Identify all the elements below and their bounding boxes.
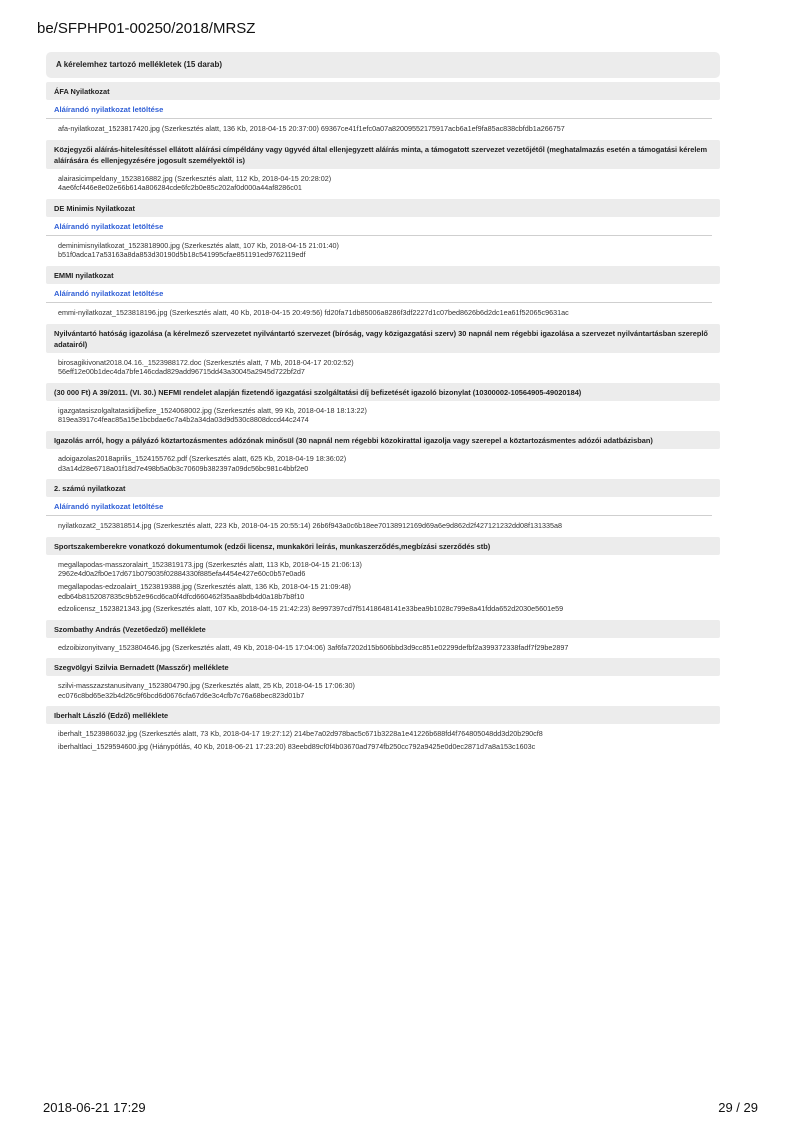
file-entry: megallapodas-edzoalairt_1523819388.jpg (Szerkesztés alatt, 136 Kb, 2018-04-15 21:09:48) edb64b8152087835c9b52e96cd6ca0f4dfcd660462f35aa8bdb4d0a18b7b8f10: [58, 581, 351, 601]
section-title: Közjegyzői aláírás-hitelesítéssel ellátott aláírási címpéldány vagy ügyvéd által ellenjegyzett aláírás minta, a támogatott szervezet vezetőjétől (meghatalmazás esetén a támogatási kérelem aláírására és ellenjegyzésére jogosult személyektől is): [46, 140, 720, 169]
file-list: [46, 676, 720, 704]
file-list: [46, 303, 720, 322]
attachment-section: [46, 658, 720, 704]
section-title: Iberhalt László (Edző) melléklete: [46, 706, 720, 724]
file-entry: igazgatasiszolgaltatasidijbefize_1524068002.jpg (Szerkesztés alatt, 99 Kb, 2018-04-18 18:13:22) 819ea3917c4feac85a15e1bcbdae6c7a4b2a34da03d9d530c8808dccd44c2474: [58, 405, 367, 425]
attachment-section: [46, 620, 720, 657]
attachment-section: [46, 266, 720, 322]
file-list: [46, 236, 720, 264]
file-entry: szilvi-masszazstanusitvany_1523804790.jpg (Szerkesztés alatt, 25 Kb, 2018-04-15 17:06:30) ec076c8bd65e32b4d26c9f6bcd6d0676cfa67d6e3c4cfb7c76a68bec823d01b7: [58, 681, 355, 700]
section-title: Szombathy András (Vezetőedző) melléklete: [46, 620, 720, 638]
file-entry: adoigazolas2018aprilis_1524155762.pdf (Szerkesztés alatt, 625 Kb, 2018-04-19 18:36:02) d3a14d28e6718a01f18d7e498b5a0b3c70609b382397a09dc56bc981c4bbf2e0: [58, 453, 347, 473]
file-entry: iberhaltlaci_1529594600.jpg (Hiánypótlás, 40 Kb, 2018-06-21 17:23:20) 83eebd89cf0f4b03670ad7974fb250cc792a9425e0d0ec2871d7a8a153c1603c: [58, 742, 536, 752]
attachment-section: [46, 324, 720, 381]
attachment-section: [46, 537, 720, 618]
attachment-section: [46, 479, 720, 535]
file-list: [46, 353, 720, 381]
file-list: [46, 555, 720, 618]
download-declaration-link[interactable]: Aláírandó nyilatkozat letöltése: [46, 284, 712, 303]
download-declaration-link[interactable]: Aláírandó nyilatkozat letöltése: [46, 100, 712, 119]
file-entry: iberhalt_1523986032.jpg (Szerkesztés alatt, 73 Kb, 2018-04-17 19:27:12) 214be7a02d978bac5c671b3228a1e41226b688fd4f764805048dd3d20b290cf8: [58, 729, 543, 739]
file-list: [46, 119, 720, 138]
file-entry: megallapodas-masszoralairt_1523819173.jpg (Szerkesztés alatt, 113 Kb, 2018-04-15 21:06:13) 2962e4d0a2fb0e17d671b079035f02884330f885efa4454e427e60c0b57e0ad6: [58, 559, 362, 579]
section-title: DE Minimis Nyilatkozat: [46, 199, 720, 217]
file-list: [46, 638, 720, 657]
section-title: (30 000 Ft) A 39/2011. (VI. 30.) NEFMI rendelet alapján fizetendő igazgatási szolgáltatási díj befizetését igazoló bizonylat (10300002-10564905-49020184): [46, 383, 720, 401]
file-entry: birosagikivonat2018.04.16._1523988172.doc (Szerkesztés alatt, 7 Mb, 2018-04-17 20:02:52) 56eff12e00b1dec4da7bfe146cdad829add96715dd43a30045a2945d722bf2d7: [58, 357, 354, 377]
file-entry: emmi-nyilatkozat_1523818196.jpg (Szerkesztés alatt, 40 Kb, 2018-04-15 20:49:56) fd20fa71db85006a8286f3df2227d1c07bed8626b6d2dc1ea61f52065c9631ac: [58, 307, 569, 317]
footer-date: 2018-06-21 17:29: [43, 1100, 146, 1115]
section-title: 2. számú nyilatkozat: [46, 479, 720, 497]
section-title: Nyilvántartó hatóság igazolása (a kérelmező szervezetet nyilvántartó szervezet (bíróság, vagy közigazgatási szerv) 30 napnál nem régebbi igazolása a szervezet nyilvántartásban szereplő adatairól): [46, 324, 720, 353]
attachment-section: [46, 82, 720, 138]
file-entry: edzoibizonyitvany_1523804646.jpg (Szerkesztés alatt, 49 Kb, 2018-04-15 17:04:06) 3af6fa7202d15b606bbd3d9cc851e02299defbf2a399372338fadf7f29be2897: [58, 642, 569, 652]
attachment-section: [46, 706, 720, 755]
file-entry: afa-nyilatkozat_1523817420.jpg (Szerkesztés alatt, 136 Kb, 2018-04-15 20:37:00) 69367ce41f1efc0a07a82009552175917acb6a1ef9fa85ac838cbfdb1a266757: [58, 124, 565, 133]
download-declaration-link[interactable]: Aláírandó nyilatkozat letöltése: [46, 497, 712, 516]
page-number: 29 / 29: [718, 1100, 758, 1115]
file-entry: nyilatkozat2_1523818514.jpg (Szerkesztés alatt, 223 Kb, 2018-04-15 20:55:14) 26b6f943a0c6b18ee70138912169d69a6e9d862d2f427121232dd08f131335a8: [58, 521, 562, 531]
attachment-section: [46, 199, 720, 264]
file-list: [46, 516, 720, 535]
document-id: be/SFPHP01-00250/2018/MRSZ: [37, 20, 256, 37]
attachment-section: [46, 383, 720, 429]
file-list: [46, 449, 720, 477]
file-entry: edzolicensz_1523821343.jpg (Szerkesztés alatt, 107 Kb, 2018-04-15 21:42:23) 8e997397cd7f51418648141e33bea9b1028c799e8a41fdda652d2030e5601e59: [58, 604, 564, 614]
attachments-panel: [46, 52, 720, 756]
download-declaration-link[interactable]: Aláírandó nyilatkozat letöltése: [46, 217, 712, 236]
file-entry: deminimisnyilatkozat_1523818900.jpg (Szerkesztés alatt, 107 Kb, 2018-04-15 21:01:40) b51f0adca17a53163a8da853d30190d5b18c541995cfae851191ed9762119edf: [58, 240, 339, 260]
attachments-panel-title: A kérelemhez tartozó mellékletek (15 darab): [46, 52, 720, 78]
section-title: ÁFA Nyilatkozat: [46, 82, 720, 100]
file-entry: alairasicimpeldany_1523816882.jpg (Szerkesztés alatt, 112 Kb, 2018-04-15 20:28:02) 4ae6fcf446e8e02e66b614a806284cde6fc2b0e85c202af0d000a44af8286c01: [58, 173, 332, 193]
attachment-section: [46, 431, 720, 477]
file-list: [46, 401, 720, 429]
file-list: [46, 724, 720, 755]
file-list: [46, 169, 720, 197]
attachment-sections: [46, 82, 720, 756]
section-title: EMMI nyilatkozat: [46, 266, 720, 284]
attachment-section: [46, 140, 720, 197]
section-title: Szegvölgyi Szilvia Bernadett (Masszőr) melléklete: [46, 658, 720, 676]
section-title: Sportszakemberekre vonatkozó dokumentumok (edzői licensz, munkaköri leírás, munkaszerződés,megbízási szerződés stb): [46, 537, 720, 555]
section-title: Igazolás arról, hogy a pályázó köztartozásmentes adózónak minősül (30 napnál nem régebbi közokirattal igazolja vagy szerepel a köztartozásmentes adózói adatbázisban): [46, 431, 720, 449]
